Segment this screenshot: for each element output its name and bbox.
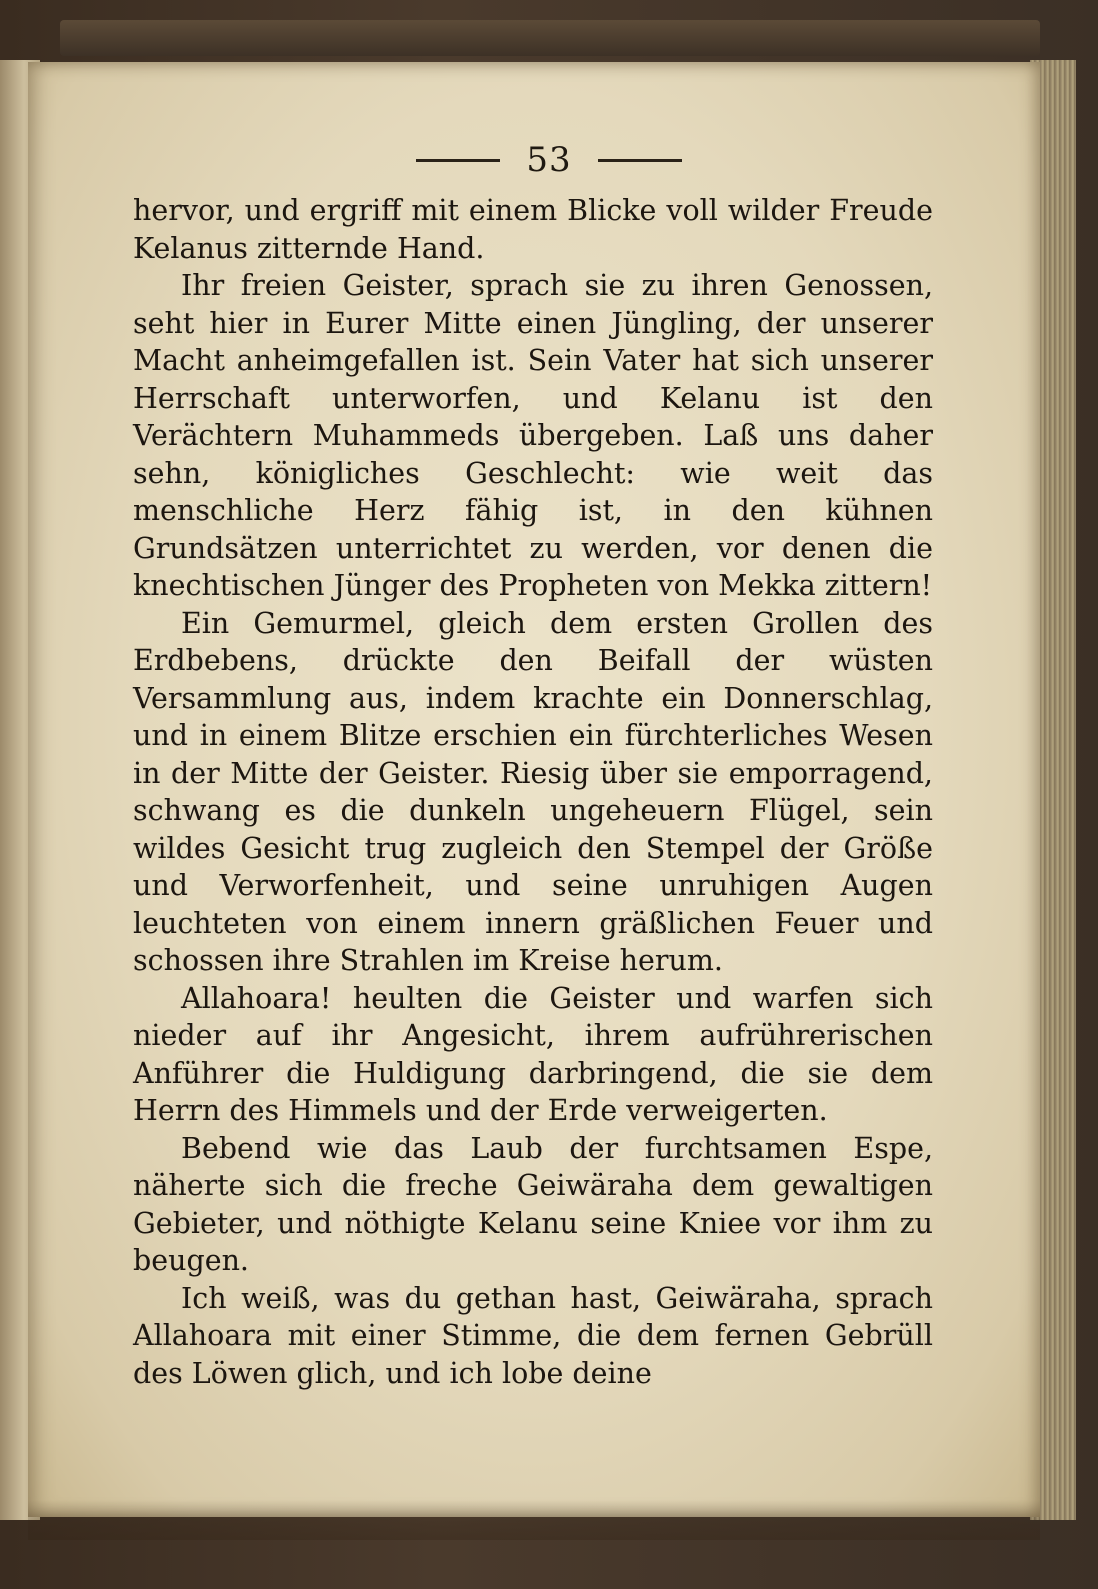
page-number: 53 — [526, 140, 572, 180]
page-body-text — [133, 192, 933, 1392]
page-header — [0, 135, 1098, 185]
paragraph-5: Bebend wie das Laub der furchtsamen Espe, näherte sich die freche Geiwäraha dem gewaltigen Gebieter, und nöthigte Kelanu seine Kniee vor ihm zu beugen. — [133, 1131, 933, 1277]
paragraph-2: Ihr freien Geister, sprach sie zu ihren Genossen, seht hier in Eurer Mitte einen Jüngling, der unserer Macht anheimgefallen ist. Sein Vater hat sich unserer Herrschaft unterworfen, und Kelanu ist den Verächtern Muhammeds übergeben. Laß uns daher sehn, königliches Geschlecht: wie weit das menschliche Herz fähig ist, in den kühnen Grundsätzen unterrichtet zu werden, vor denen die knechtischen Jünger des Propheten von Mekka zittern! — [133, 269, 933, 602]
header-rule-left — [416, 159, 500, 162]
paragraph-3: Ein Gemurmel, gleich dem ersten Grollen des Erdbebens, drückte den Beifall der wüsten Versammlung aus, indem krachte ein Donnerschlag, und in einem Blitze erschien ein fürchterliches Wesen in der Mitte der Geister. Riesig über sie emporragend, schwang es die dunkeln ungeheuern Flügel, sein wildes Gesicht trug zugleich den Stempel der Größe und Verworfenheit, und seine unruhigen Augen leuchteten von einem innern gräßlichen Feuer und schossen ihre Strahlen im Kreise herum. — [133, 606, 933, 977]
header-rule-right — [598, 159, 682, 162]
paragraph-1: hervor, und ergriff mit einem Blicke voll wilder Freude Kelanus zitternde Hand. — [133, 194, 933, 265]
paragraph-6: Ich weiß, was du gethan hast, Geiwäraha, sprach Allahoara mit einer Stimme, die dem fernen Gebrüll des Löwen glich, und ich lobe deine — [133, 1281, 933, 1390]
page-bottom-shadow — [28, 1500, 1040, 1540]
paragraph-4: Allahoara! heulten die Geister und warfen sich nieder auf ihr Angesicht, ihrem aufrührerischen Anführer die Huldigung darbringend, die sie dem Herrn des Himmels und der Erde verweigerten. — [133, 981, 933, 1127]
book-binding-strap — [60, 20, 1040, 56]
